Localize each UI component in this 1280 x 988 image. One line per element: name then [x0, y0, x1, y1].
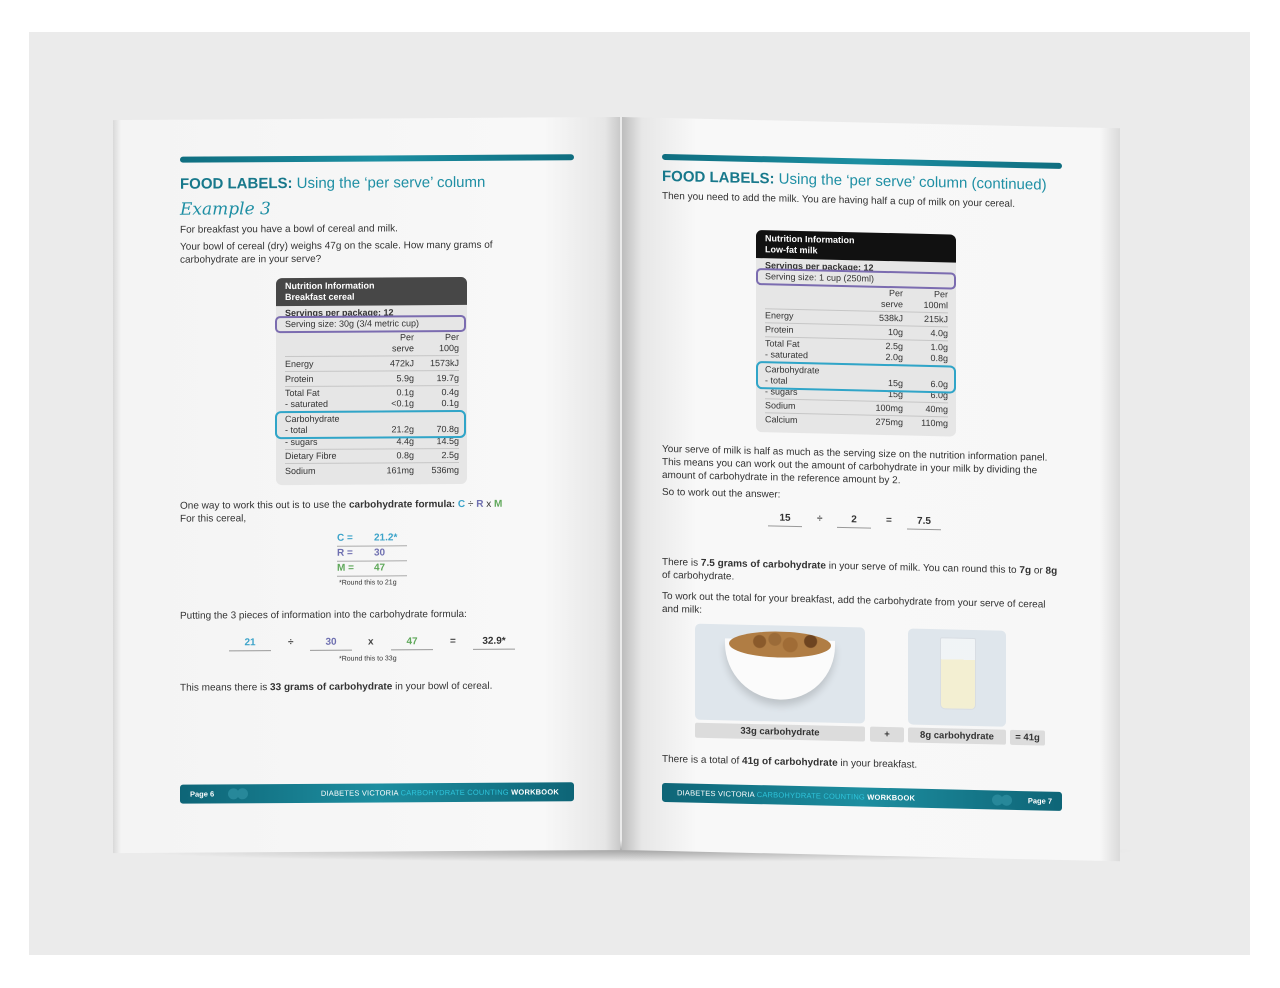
- formula-equation: 21 ÷ 30 x 47 = 32.9* *Round this to 33g: [113, 117, 620, 120]
- cereal-bowl-image: [695, 624, 865, 724]
- nutrition-panel-cereal: Nutrition Information Breakfast cereal Servings per package: 12 Serving size: 30g (3/4 metric cup) Per Per serve 100g Energy 472kJ 1573kJ Protein 5.9g 19.7g Total Fat 0.1g 0.4g - saturated <0.1g 0.1g Carbohydrate - total 21.2g 70.8g - sugars 4.4g 14.5g Dietary Fibre 0.8g 2.5g Sodium 161mg 536mg: [276, 277, 467, 485]
- row-fibre: Dietary Fibre 0.8g 2.5g: [285, 450, 459, 464]
- milk-equation: 15 ÷ 2 = 7.5: [622, 117, 1120, 128]
- row-energy: Energy 472kJ 1573kJ: [285, 358, 459, 372]
- intro-text: Then you need to add the milk. You are having half a cup of milk on your cereal.: [662, 190, 1015, 210]
- row-calcium: Calcium 275mg 110mg: [765, 414, 948, 429]
- page-number: Page 6: [190, 789, 215, 799]
- formula-text: One way to work this out is to use the carbohydrate formula: C ÷ R x M: [180, 498, 503, 512]
- row-saturated: - saturated 2.0g 0.8g: [765, 349, 948, 366]
- cereal-carb-caption: 33g carbohydrate: [695, 723, 865, 742]
- carbohydrate-highlight: [275, 410, 466, 439]
- question-text: Your bowl of cereal (dry) weighs 47g on the scale. How many grams of carbohydrate are in your serve?: [180, 239, 493, 266]
- row-sodium: Sodium 100mg 40mg: [765, 400, 948, 417]
- row-fat: Total Fat 0.1g 0.4g: [285, 386, 459, 399]
- row-energy: Energy 538kJ 215kJ: [765, 310, 948, 327]
- row-carbohydrate: Carbohydrate: [765, 364, 820, 376]
- panel-header: Nutrition Information Low-fat milk: [756, 230, 956, 263]
- panel-header: Nutrition Information Breakfast cereal: [276, 277, 467, 306]
- putting-text: Putting the 3 pieces of information into the carbohydrate formula:: [180, 608, 467, 622]
- right-page: [622, 117, 1120, 861]
- row-carbohydrate: Carbohydrate: [285, 413, 340, 425]
- row-sugars: - sugars 4.4g 14.5g: [285, 436, 459, 450]
- row-carb-total: - total 21.2g 70.8g: [285, 423, 459, 436]
- row-sugars: - sugars 15g 6.0g: [765, 386, 948, 403]
- crm-values: C = 21.2* R = 30 M = 47 *Round this to 21g: [113, 117, 620, 120]
- serving-size-highlight: [275, 315, 466, 333]
- total-instruction-text: To work out the total for your breakfast, add the carbohydrate from your serve of cereal and milk:: [662, 590, 1046, 616]
- carbohydrate-highlight: [756, 361, 956, 394]
- logo-dots-icon: [228, 788, 246, 801]
- page-footer: [180, 782, 574, 803]
- half-serve-text: Your serve of milk is half as much as the serving size on the nutrition information panel. This means you can work out the amount of carbohydrate in your milk by dividing the amount of carbohydrate in the reference amount by 2.: [662, 443, 1048, 487]
- top-rule: [662, 154, 1062, 169]
- conclusion-text: This means there is 33 grams of carbohydrate in your bowl of cereal.: [180, 680, 493, 694]
- row-fat: Total Fat 2.5g 1.0g: [765, 338, 948, 353]
- milk-result-text: There is 7.5 grams of carbohydrate in your serve of milk. You can round this to 7g or 8g of carbohydrate.: [662, 556, 1058, 583]
- page-number: Page 7: [1027, 796, 1052, 806]
- page-heading: FOOD LABELS: Using the ‘per serve’ column (continued): [662, 167, 1047, 194]
- so-text: So to work out the answer:: [662, 486, 781, 501]
- total-carb-caption: = 41g: [1010, 730, 1045, 746]
- milk-carb-caption: 8g carbohydrate: [908, 727, 1006, 744]
- row-saturated: - saturated <0.1g 0.1g: [285, 398, 459, 412]
- top-rule: [180, 154, 574, 162]
- total-text: There is a total of 41g of carbohydrate in your breakfast.: [662, 753, 918, 771]
- logo-dots-icon: [992, 794, 1010, 807]
- page-heading: FOOD LABELS: Using the ‘per serve’ column: [180, 173, 486, 193]
- page-footer: [662, 783, 1062, 811]
- footer-brand: DIABETES VICTORIA CARBOHYDRATE COUNTING WORKBOOK: [320, 787, 559, 798]
- row-protein: Protein 5.9g 19.7g: [285, 373, 459, 387]
- milk-glass-image: [908, 628, 1006, 726]
- left-page: [113, 117, 620, 853]
- row-protein: Protein 10g 4.0g: [765, 324, 948, 341]
- intro-text: For breakfast you have a bowl of cereal and milk.: [180, 223, 398, 236]
- footer-brand: DIABETES VICTORIA CARBOHYDRATE COUNTING WORKBOOK: [677, 788, 916, 803]
- nutrition-panel-milk: Nutrition Information Low-fat milk Servings per package: 12 Serving size: 1 cup (250ml) Per Per serve 100ml Energy 538kJ 215kJ Protein 10g 4.0g Total Fat 2.5g 1.0g - saturated 2.0g 0.8g Carbohydrate - total 15g 6.0g - sugars 15g 6.0g Sodium 100mg 40mg Calcium 275mg 110mg: [756, 230, 956, 437]
- example-title: Example 3: [180, 199, 271, 220]
- row-carb-total: - total 15g 6.0g: [765, 375, 948, 390]
- for-cereal-text: For this cereal,: [180, 513, 247, 525]
- plus-sign: +: [870, 727, 904, 743]
- row-sodium: Sodium 161mg 536mg: [285, 464, 459, 477]
